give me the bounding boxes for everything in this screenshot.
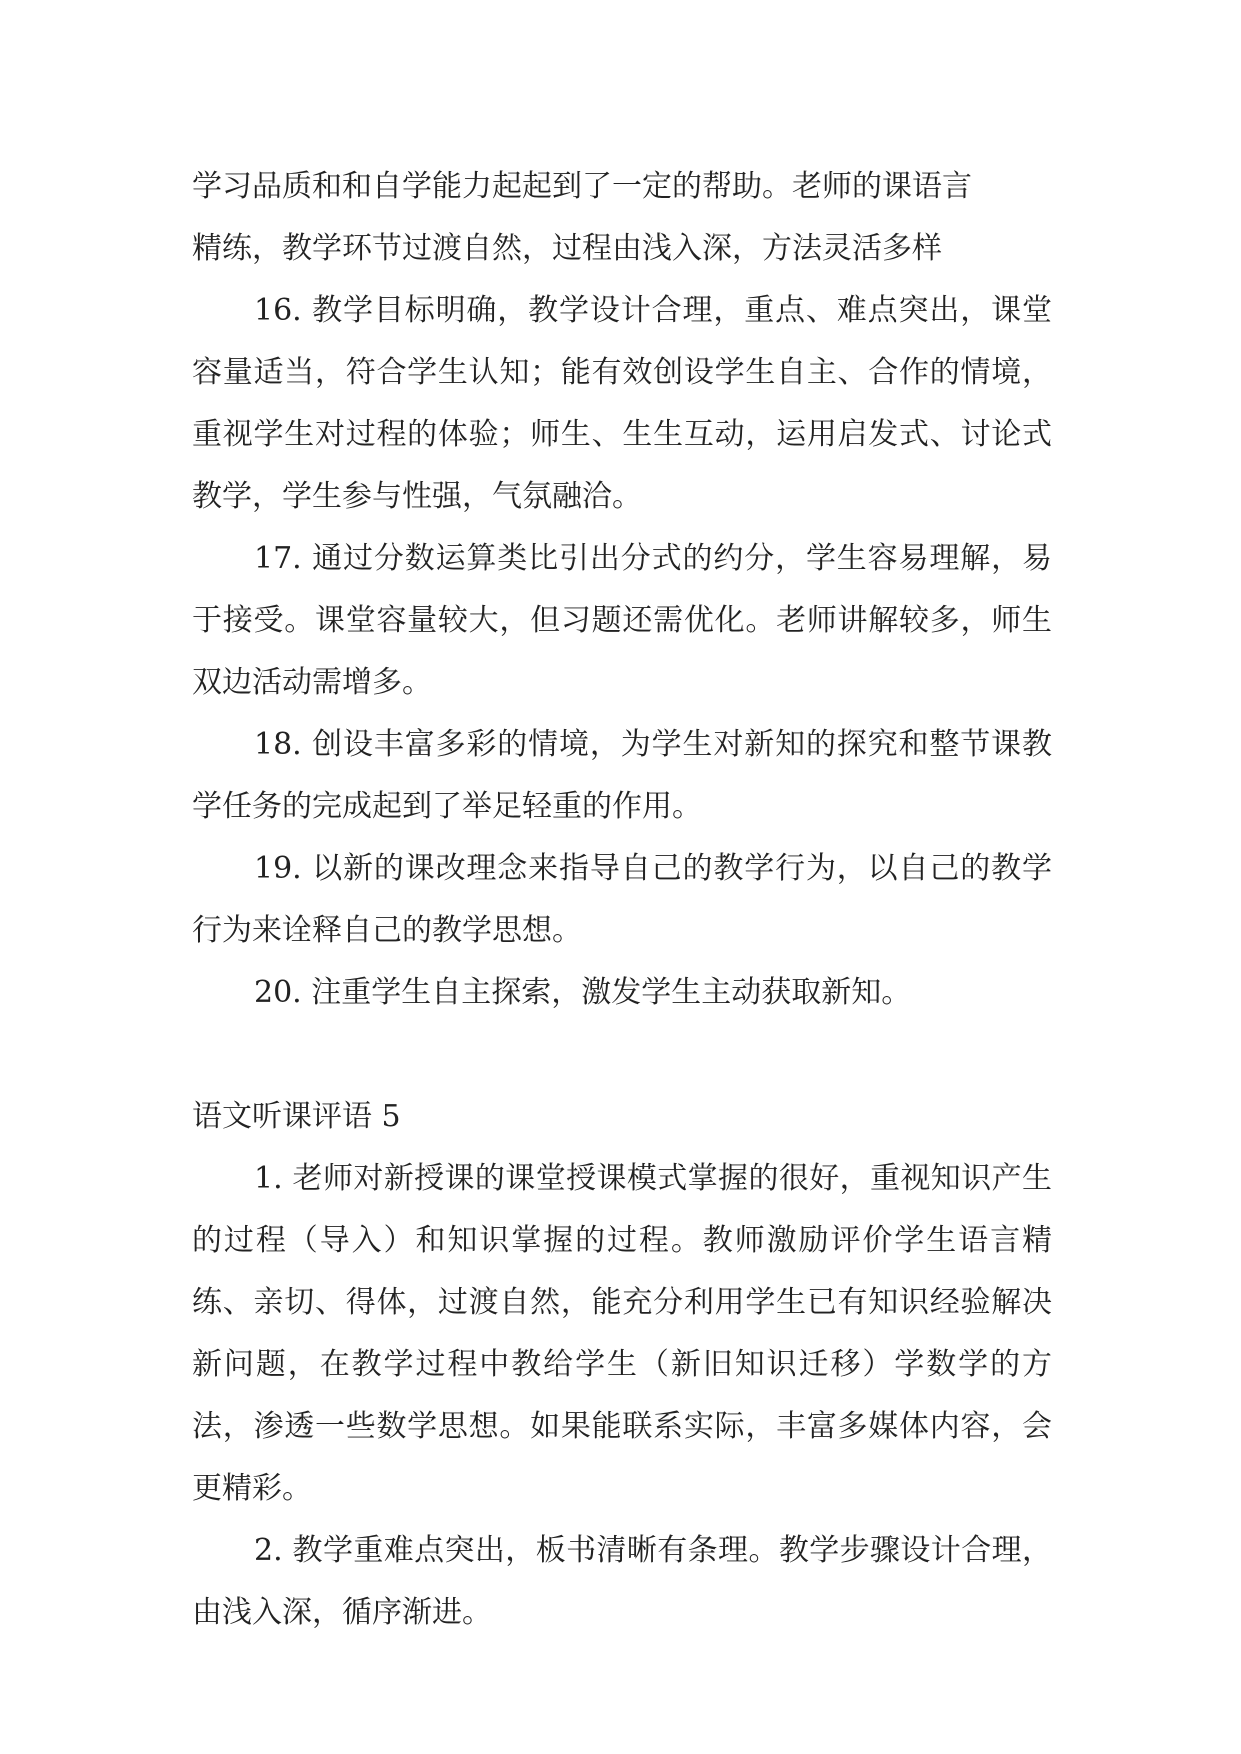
continuation-line-2: 精练，教学环节过渡自然，过程由浅入深，方法灵活多样 [192,231,942,266]
comment-item-19: 19. 以新的课改理念来指导自己的教学行为，以自己的教学行为来诠释自己的教学思想。 [192,851,1052,948]
comment-item-20: 20. 注重学生自主探索，激发学生主动获取新知。 [254,975,912,1010]
continuation-line-1: 学习品质和和自学能力起起到了一定的帮助。老师的课语言 [192,169,972,204]
comment-item-1: 1. 老师对新授课的课堂授课模式掌握的很好，重视知识产生的过程（导入）和知识掌握的过程。教师激励评价学生语言精练、亲切、得体，过渡自然，能充分利用学生已有知识经验解决新问题，在教学过程中教给学生（新旧知识迁移）学数学的方法，渗透一些数学思想。如果能联系实际，丰富多媒体内容，会更精彩。 [192,1161,1052,1506]
comment-item-16: 16. 教学目标明确，教学设计合理，重点、难点突出，课堂容量适当，符合学生认知；能有效创设学生自主、合作的情境，重视学生对过程的体验；师生、生生互动，运用启发式、讨论式教学，学生参与性强，气氛融洽。 [192,293,1052,514]
section-title: 语文听课评语 5 [192,1099,401,1134]
comment-item-17: 17. 通过分数运算类比引出分式的约分，学生容易理解，易于接受。课堂容量较大，但习题还需优化。老师讲解较多，师生双边活动需增多。 [192,541,1052,700]
comment-item-2: 2. 教学重难点突出，板书清晰有条理。教学步骤设计合理，由浅入深，循序渐进。 [192,1533,1052,1630]
comment-item-18: 18. 创设丰富多彩的情境，为学生对新知的探究和整节课教学任务的完成起到了举足轻重的作用。 [192,727,1052,824]
document-body [192,156,1052,1644]
